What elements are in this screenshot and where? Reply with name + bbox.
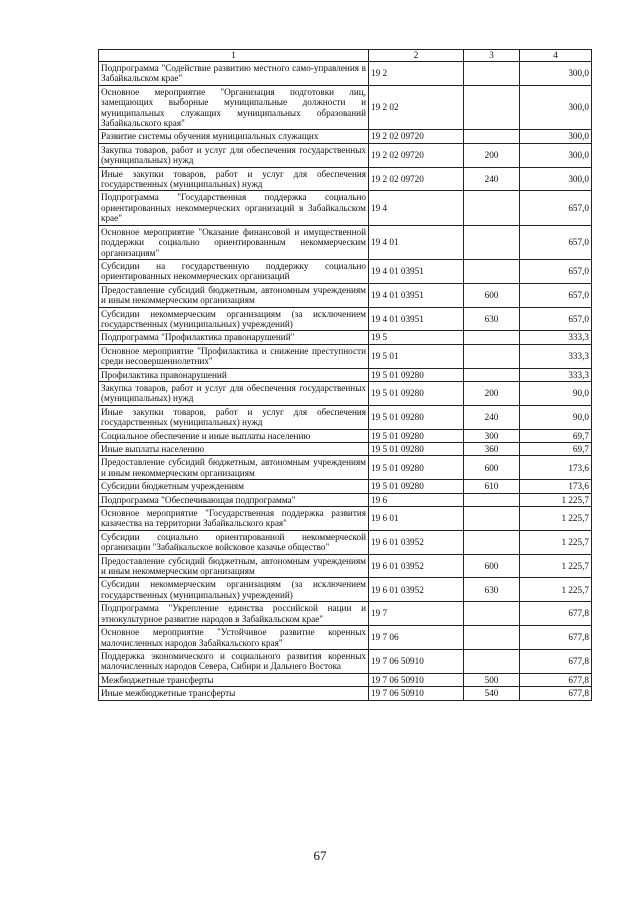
table-row bbox=[99, 530, 592, 554]
row-amount: 69,7 bbox=[520, 429, 592, 442]
row-code: 19 6 bbox=[369, 493, 464, 506]
row-name: Субсидии на государственную поддержку социально ориентированных некоммерческих организаций bbox=[99, 259, 369, 283]
row-code: 19 2 02 bbox=[369, 85, 464, 130]
row-code: 19 4 01 03951 bbox=[369, 283, 464, 307]
row-amount: 300,0 bbox=[520, 130, 592, 143]
table-row bbox=[99, 225, 592, 259]
row-code: 19 5 01 09280 bbox=[369, 480, 464, 493]
header-col-3: 3 bbox=[464, 50, 520, 62]
table-row bbox=[99, 405, 592, 429]
row-expense-type bbox=[464, 331, 520, 344]
row-amount: 657,0 bbox=[520, 191, 592, 225]
budget-table-body bbox=[99, 50, 592, 701]
row-amount: 300,0 bbox=[520, 143, 592, 167]
row-expense-type bbox=[464, 62, 520, 86]
row-expense-type bbox=[464, 507, 520, 531]
row-amount: 1 225,7 bbox=[520, 578, 592, 602]
row-amount: 677,8 bbox=[520, 673, 592, 686]
table-row bbox=[99, 368, 592, 381]
row-amount: 677,8 bbox=[520, 602, 592, 626]
row-amount: 677,8 bbox=[520, 626, 592, 650]
row-name: Основное мероприятие "Профилактика и снижение преступности среди несовершеннолетних" bbox=[99, 344, 369, 368]
row-code: 19 4 01 03951 bbox=[369, 307, 464, 331]
row-expense-type: 200 bbox=[464, 381, 520, 405]
row-code: 19 5 01 09280 bbox=[369, 429, 464, 442]
row-expense-type: 200 bbox=[464, 143, 520, 167]
row-code: 19 6 01 bbox=[369, 507, 464, 531]
row-name: Иные закупки товаров, работ и услуг для обеспечения государственных (муниципальных) нужд bbox=[99, 167, 369, 191]
row-code: 19 4 01 03951 bbox=[369, 259, 464, 283]
row-name: Предоставление субсидий бюджетным, автономным учреждениям и иным некоммерческим организациям bbox=[99, 554, 369, 578]
table-row bbox=[99, 331, 592, 344]
row-amount: 90,0 bbox=[520, 405, 592, 429]
row-name: Подпрограмма "Обеспечивающая подпрограмма" bbox=[99, 493, 369, 506]
table-row bbox=[99, 578, 592, 602]
row-code: 19 6 01 03952 bbox=[369, 530, 464, 554]
table-row bbox=[99, 85, 592, 130]
row-name: Субсидии некоммерческим организациям (за исключением государственных (муниципальных) учреждений) bbox=[99, 578, 369, 602]
header-col-4: 4 bbox=[520, 50, 592, 62]
row-code: 19 4 01 bbox=[369, 225, 464, 259]
row-name: Межбюджетные трансферты bbox=[99, 673, 369, 686]
row-code: 19 7 bbox=[369, 602, 464, 626]
row-code: 19 5 bbox=[369, 331, 464, 344]
table-row bbox=[99, 554, 592, 578]
row-amount: 1 225,7 bbox=[520, 554, 592, 578]
row-name: Субсидии социально ориентированной некоммерческой организации "Забайкальское войсковое казачье общество" bbox=[99, 530, 369, 554]
row-name: Субсидии некоммерческим организациям (за исключением государственных (муниципальных) учреждений) bbox=[99, 307, 369, 331]
table-row bbox=[99, 456, 592, 480]
header-col-1: 1 bbox=[99, 50, 369, 62]
table-row bbox=[99, 443, 592, 456]
row-code: 19 7 06 50910 bbox=[369, 649, 464, 673]
row-amount: 173,6 bbox=[520, 456, 592, 480]
row-name: Субсидии бюджетным учреждениям bbox=[99, 480, 369, 493]
row-expense-type: 360 bbox=[464, 443, 520, 456]
row-expense-type bbox=[464, 626, 520, 650]
row-name: Подпрограмма "Государственная поддержка социально ориентированных некоммерческих организаций в Забайкальском крае" bbox=[99, 191, 369, 225]
row-name: Социальное обеспечение и иные выплаты населению bbox=[99, 429, 369, 442]
row-expense-type: 240 bbox=[464, 405, 520, 429]
row-code: 19 7 06 bbox=[369, 626, 464, 650]
row-code: 19 2 02 09720 bbox=[369, 143, 464, 167]
row-expense-type: 630 bbox=[464, 307, 520, 331]
row-name: Подпрограмма "Профилактика правонарушений" bbox=[99, 331, 369, 344]
table-row bbox=[99, 429, 592, 442]
row-name: Основное мероприятие "Устойчивое развитие коренных малочисленных народов Забайкальского края" bbox=[99, 626, 369, 650]
row-name: Подпрограмма "Укрепление единства российской нации и этнокультурное развитие народов в Забайкальском крае" bbox=[99, 602, 369, 626]
header-col-2: 2 bbox=[369, 50, 464, 62]
row-name: Профилактика правонарушений bbox=[99, 368, 369, 381]
row-name: Предоставление субсидий бюджетным, автономным учреждениям и иным некоммерческим организациям bbox=[99, 456, 369, 480]
row-expense-type: 600 bbox=[464, 456, 520, 480]
table-row bbox=[99, 626, 592, 650]
header-row bbox=[99, 50, 592, 62]
row-name: Иные закупки товаров, работ и услуг для обеспечения государственных (муниципальных) нужд bbox=[99, 405, 369, 429]
row-expense-type bbox=[464, 493, 520, 506]
table-row bbox=[99, 130, 592, 143]
row-expense-type bbox=[464, 602, 520, 626]
row-expense-type: 500 bbox=[464, 673, 520, 686]
row-code: 19 7 06 50910 bbox=[369, 687, 464, 700]
row-code: 19 2 bbox=[369, 62, 464, 86]
row-expense-type bbox=[464, 344, 520, 368]
row-name: Закупка товаров, работ и услуг для обеспечения государственных (муниципальных) нужд bbox=[99, 143, 369, 167]
table-row bbox=[99, 381, 592, 405]
row-expense-type bbox=[464, 368, 520, 381]
row-code: 19 5 01 09280 bbox=[369, 443, 464, 456]
row-expense-type bbox=[464, 130, 520, 143]
row-expense-type: 630 bbox=[464, 578, 520, 602]
row-name: Поддержка экономического и социального развития коренных малочисленных народов Севера, Сибири и Дальнего Востока bbox=[99, 649, 369, 673]
row-name: Основное мероприятие "Организация подготовки лиц, замещающих выборные муниципальные должности и муниципальных служащих муниципальных образований Забайкальского края" bbox=[99, 85, 369, 130]
row-code: 19 2 02 09720 bbox=[369, 167, 464, 191]
row-code: 19 6 01 03952 bbox=[369, 578, 464, 602]
table-row bbox=[99, 480, 592, 493]
table-row bbox=[99, 344, 592, 368]
row-expense-type bbox=[464, 649, 520, 673]
row-amount: 300,0 bbox=[520, 167, 592, 191]
row-name: Основное мероприятие "Оказание финансовой и имущественной поддержки социально ориентированным некоммерческим организациям" bbox=[99, 225, 369, 259]
row-name: Предоставление субсидий бюджетным, автономным учреждениям и иным некоммерческим организациям bbox=[99, 283, 369, 307]
row-amount: 333,3 bbox=[520, 331, 592, 344]
page-number: 67 bbox=[313, 848, 327, 863]
row-amount: 677,8 bbox=[520, 649, 592, 673]
row-code: 19 6 01 03952 bbox=[369, 554, 464, 578]
row-amount: 333,3 bbox=[520, 368, 592, 381]
row-expense-type: 300 bbox=[464, 429, 520, 442]
row-code: 19 7 06 50910 bbox=[369, 673, 464, 686]
row-expense-type: 600 bbox=[464, 554, 520, 578]
table-row bbox=[99, 493, 592, 506]
table-row bbox=[99, 259, 592, 283]
budget-table bbox=[98, 49, 592, 701]
row-amount: 657,0 bbox=[520, 259, 592, 283]
row-expense-type: 240 bbox=[464, 167, 520, 191]
row-expense-type bbox=[464, 85, 520, 130]
row-expense-type: 600 bbox=[464, 283, 520, 307]
row-expense-type bbox=[464, 530, 520, 554]
row-amount: 300,0 bbox=[520, 62, 592, 86]
row-amount: 1 225,7 bbox=[520, 530, 592, 554]
row-amount: 333,3 bbox=[520, 344, 592, 368]
table-row bbox=[99, 62, 592, 86]
row-amount: 657,0 bbox=[520, 225, 592, 259]
table-row bbox=[99, 673, 592, 686]
row-code: 19 4 bbox=[369, 191, 464, 225]
row-expense-type: 540 bbox=[464, 687, 520, 700]
row-name: Иные выплаты населению bbox=[99, 443, 369, 456]
row-expense-type: 610 bbox=[464, 480, 520, 493]
table-row bbox=[99, 191, 592, 225]
row-expense-type bbox=[464, 191, 520, 225]
row-expense-type bbox=[464, 225, 520, 259]
row-expense-type bbox=[464, 259, 520, 283]
table-row bbox=[99, 283, 592, 307]
row-code: 19 2 02 09720 bbox=[369, 130, 464, 143]
row-amount: 1 225,7 bbox=[520, 493, 592, 506]
row-code: 19 5 01 09280 bbox=[369, 456, 464, 480]
row-name: Подпрограмма "Содействие развитию местного само-управления в Забайкальском крае" bbox=[99, 62, 369, 86]
row-amount: 90,0 bbox=[520, 381, 592, 405]
row-amount: 677,8 bbox=[520, 687, 592, 700]
row-name: Основное мероприятие "Государственная поддержка развития казачества на территории Забайкальского края" bbox=[99, 507, 369, 531]
table-row bbox=[99, 143, 592, 167]
row-amount: 657,0 bbox=[520, 283, 592, 307]
row-code: 19 5 01 09280 bbox=[369, 381, 464, 405]
table-row bbox=[99, 507, 592, 531]
row-name: Иные межбюджетные трансферты bbox=[99, 687, 369, 700]
table-row bbox=[99, 167, 592, 191]
table-row bbox=[99, 307, 592, 331]
row-code: 19 5 01 09280 bbox=[369, 405, 464, 429]
row-name: Закупка товаров, работ и услуг для обеспечения государственных (муниципальных) нужд bbox=[99, 381, 369, 405]
row-amount: 1 225,7 bbox=[520, 507, 592, 531]
table-row bbox=[99, 687, 592, 700]
row-amount: 173,6 bbox=[520, 480, 592, 493]
row-code: 19 5 01 09280 bbox=[369, 368, 464, 381]
row-amount: 657,0 bbox=[520, 307, 592, 331]
table-row bbox=[99, 649, 592, 673]
table-row bbox=[99, 602, 592, 626]
row-amount: 69,7 bbox=[520, 443, 592, 456]
row-name: Развитие системы обучения муниципальных служащих bbox=[99, 130, 369, 143]
row-amount: 300,0 bbox=[520, 85, 592, 130]
row-code: 19 5 01 bbox=[369, 344, 464, 368]
